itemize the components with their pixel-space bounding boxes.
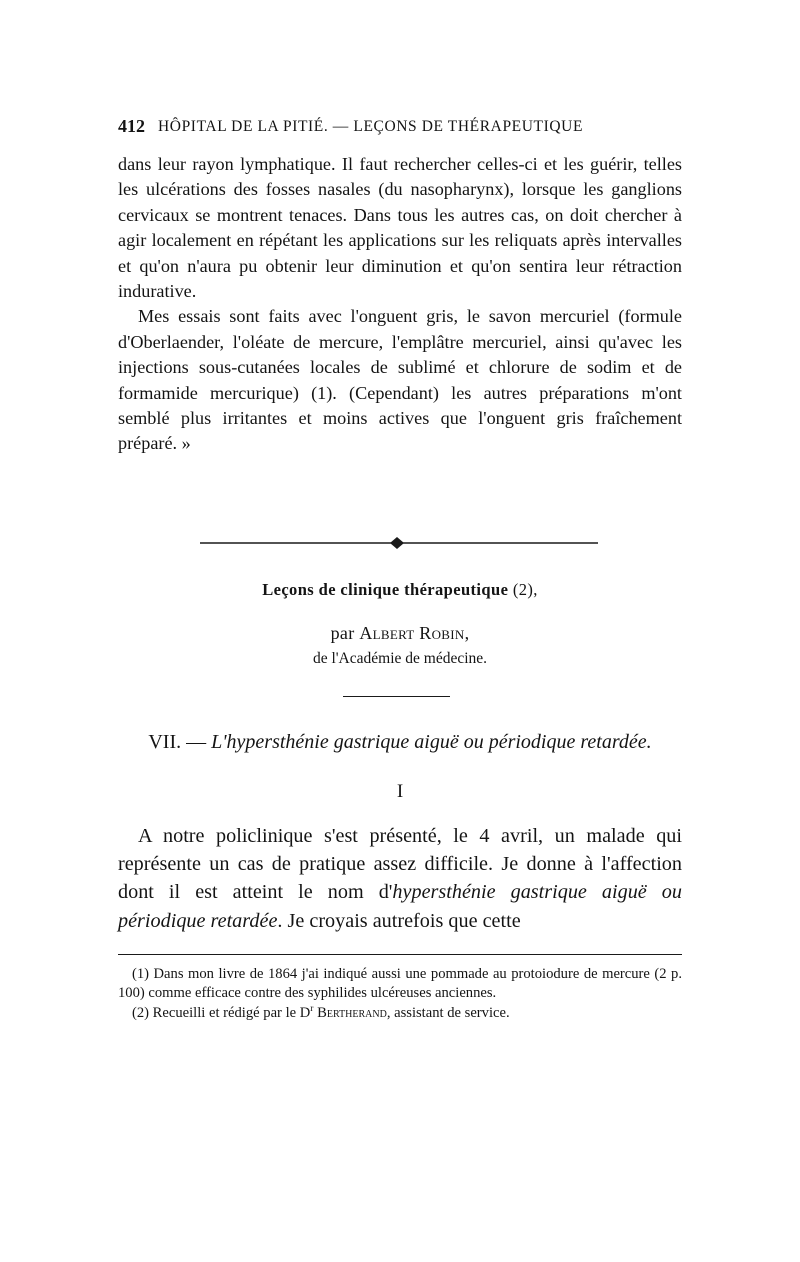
footnote-2-superscript: r — [310, 1003, 314, 1014]
author-name: Albert Robin, — [359, 623, 470, 643]
paragraph-continued: dans leur rayon lymphatique. Il faut rechercher celles-ci et les guérir, telles les ulcérations des fosses nasales (du nasopharynx), lorsque les ganglions cervicaux se montrent tenaces. Dans tous les autres cas, on doit chercher à agir localement en répétant les applications sur les reliquats après intervalles et qu'on n'aura pu obtenir leur diminution et qu'on sentira leur rétraction indurative. — [118, 154, 682, 302]
footnote-rule — [118, 954, 682, 955]
author-affiliation: de l'Académie de médecine. — [312, 650, 488, 667]
continuation-text — [118, 152, 682, 457]
chapter-heading — [118, 731, 682, 754]
section-paragraph — [118, 822, 682, 935]
section-text-1: A notre policlinique s'est présenté, le 4 avril, un malade qui représente un cas de pratique assez difficile. Je donne à l'affection dont il est atteint le nom d' — [118, 825, 682, 904]
ornament-divider — [200, 536, 598, 550]
lecture-title — [118, 580, 682, 600]
lecture-title-text: Leçons de clinique thérapeutique — [262, 580, 509, 599]
footnote-1: (1) Dans mon livre de 1864 j'ai indiqué aussi une pommade au protoiodure de mercure (2 p. 100) comme efficace contre des syphilides ulcéreuses anciennes. — [118, 966, 682, 1002]
short-rule — [343, 696, 450, 697]
chapter-number: VII. — — [148, 731, 207, 753]
section-body — [118, 822, 682, 935]
footnotes — [118, 965, 682, 1023]
page-number: 412 — [118, 116, 145, 136]
paragraph-essais: Mes essais sont faits avec l'onguent gris, le savon mercuriel (formule d'Oberlaender, l'oléate de mercure, l'emplâtre mercuriel, ainsi qu'avec les injections sous-cutanées locales de sublimé et chlorure de sodim et de formamide mercurique) (1). (Cependant) les autres préparations m'ont semblé plus irritantes et moins actives que l'onguent gris fraîchement préparé. » — [118, 306, 682, 454]
lecture-title-note-ref: (2), — [512, 580, 538, 599]
section-number: I — [396, 781, 404, 802]
section-text-italic: hypersthénie gastrique aiguë ou périodique retardée — [118, 881, 682, 932]
footnote-2-tail: , assistant de service. — [386, 1004, 510, 1021]
running-header — [118, 116, 682, 140]
ornament-diamond — [390, 537, 404, 549]
author-line — [118, 623, 682, 644]
section-text-2: . Je croyais autrefois que cette — [277, 909, 521, 932]
chapter-title: L'hypersthénie gastrique aiguë ou périodique retardée. — [211, 731, 652, 753]
running-title: HÔPITAL DE LA PITIÉ. — LEÇONS DE THÉRAPEUTIQUE — [158, 118, 584, 135]
footnote-2-text: (2) Recueilli et rédigé par le D — [132, 1004, 311, 1021]
footnote-2-name: Bertherand — [317, 1004, 387, 1021]
author-prefix: par — [330, 623, 355, 643]
footnote-2 — [118, 1004, 682, 1023]
